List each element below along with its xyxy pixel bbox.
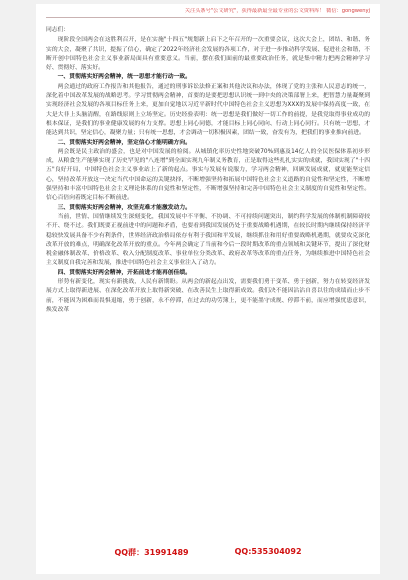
paragraph: 现阶段全国两会在这胜利召开，是在实施"十四五"规划新上启下之年召开的一次重要会议，这次大会上，团结、和谐、务实的大会，凝聚了共识，提振了信心，确定了2022年经济社会发展的各项工作，对于进一步推动科学发展、促进社会和谐，不断开创中国特色社会主义事业新局面具有重要意义。当前，摆在我们面前的最重要政治任务，就是集中精力把两会精神学习好、贯彻好、落实好。	[46, 37, 370, 72]
paragraph: 当前，世情、国情继续发生深刻变化，我国发展中不平衡、不协调、不可持续问题突出，制约科学发展的体制机制障碍较不开、绕不过。我们既要正视前进中的问题和矛盾，也要看到我国发展仍处于重要战略机遇期，在较长时期内继续保持经济平稳较快发展具备不少有利条件，世界经济政治格局依存有利于我国和平发展，继续抓住和用好重要战略机遇期，就要攻克深化改革开放的难点，明确深化改革开放的重点。今年两会确定了当前和今后一段时期改革的重点领域和关键环节，提出了深化财税金融体制改革、价格改革、收入分配制度改革、事业单位分类改革、政府改革等改革的重点任务，为继续推进中国特色社会主义制度自我完善和发展，推进中国特色社会主义事业注入了动力。	[46, 213, 370, 267]
qq-text: QQ:535304092	[234, 547, 302, 556]
section-heading: 二、贯彻落实好两会精神，坚定信心才能明确方向。	[57, 139, 191, 146]
document-body	[46, 26, 370, 315]
section-heading: 四、贯彻落实好两会精神，开拓前进才能再创佳绩。	[57, 269, 191, 276]
section-heading: 一、贯彻落实好两会精神，统一思想才能行动一致。	[57, 74, 191, 81]
paragraph: 两会通过的政府工作报告和其他报告，通过的刑事诉讼法修正案和其他决议和办法，体现了党的主张和人民意志的统一，深化着中国改革发展的战略思考。学习贯彻两会精神，首要的是要把思想认识统一到中央的决策部署上来，把智慧力量凝聚到实现经济社会发展的各项目标任务上来，更加自觉地以习近平新时代中国特色社会主义思想为XXX的发展中保持高度一致，在大是大非上头脑清醒，在路线原则上立场坚定。历史经验表明：统一思想是我们做好一切工作的前提，是我党取得事业成功的根本保证，是我们的事业健康发展的有力支撑。思想上同心同德，才能目标上同心同向、行动上同心同行。只有统一思想，才能达到共识，坚定信心，凝聚力量；只有统一思想，才会调动一切积极因素，团结一致，奋发有为，把我们的事业推向前进。	[46, 83, 370, 137]
greeting: 同志们：	[46, 27, 70, 33]
paragraph: 两会既是民主政治的盛会，也是对中国发展的检阅。从城镇化率历史性地突破70%到惠及14亿人的全民医保体系初步形成，从粮食生产能够实现了历史罕见的"八连增"到全面实现九年制义务教育，正是取得这些扎扎实实的成就，我国实现了"十四五"良好开局，中国特色社会主义事业站上了新的起点。事实与发展有说服力，学习两会精神，回顾发展成就，就更能坚定信心，坚持改革开放这一决定当代中国命运的关键抉择，不断增强坚持和拓展中国特色社会主义道路的自觉性和坚定性，不断增强坚持和丰富中国特色社会主义理论体系的自觉性和坚定性，不断增强坚持和完善中国特色社会主义制度的自觉性和坚定性。信心百倍向着既定目标不断前进。	[46, 148, 370, 202]
paragraph: 形势有新变化，现实有新挑战，人民有新期盼。从两会的新起点出发，需要我们勇于变革、勇于创新，努力在转变经济发展方式上取得新进展、在深化改革开放上取得新突破、在改善民生上取得新成效。我们决不能因沾沾自喜以往的成绩而止步不前，不能因为困难而畏惧退缩，勇于创新，永不停滞，在过去的功劳簿上，更不能墨守成规、停滞不前，而应增强忧患意识，焕发改革	[46, 279, 370, 313]
document-page	[36, 4, 380, 574]
header-banner: 关注头条号"公文研究"，获得最新最全最专业的公文资料库！ 微信：gongwenyj	[46, 8, 370, 18]
qq-group-text: QQ群：31991489	[114, 548, 189, 557]
contact-footer	[36, 547, 380, 558]
section-heading: 三、贯彻落实好两会精神，攻坚克难才能激发动力。	[57, 204, 191, 211]
